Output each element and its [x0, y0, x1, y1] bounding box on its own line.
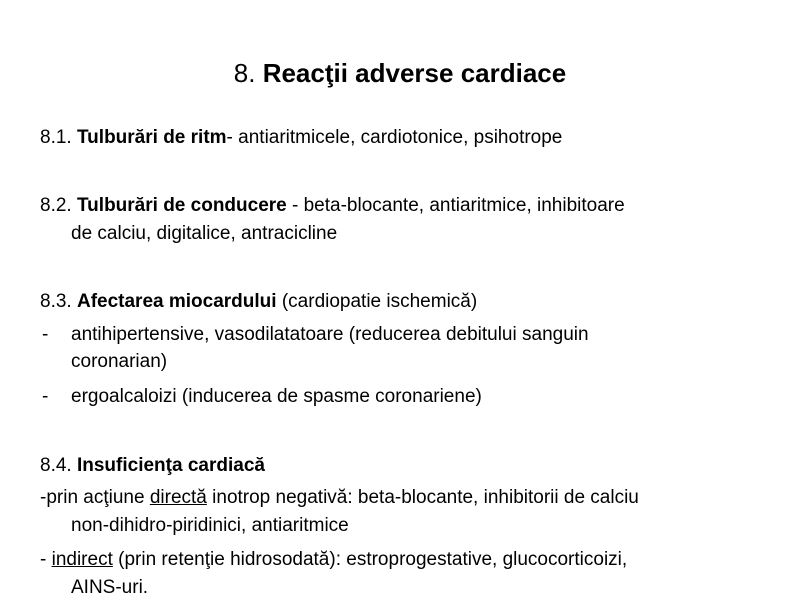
paragraph-indirect-action: [40, 548, 627, 572]
paragraph-direct-action-continuation: non-dihidro-piridinici, antiaritmice: [71, 515, 349, 536]
section-8-2-continuation: de calciu, digitalice, antracicline: [71, 223, 338, 244]
section-number: 8.1.: [40, 127, 72, 148]
underlined-term-directa: directă: [149, 487, 207, 508]
section-text: (cardiopatie ischemică): [276, 291, 478, 312]
section-number: 8.4.: [40, 455, 72, 476]
section-8-2: [40, 194, 625, 218]
paragraph-text: (prin retenţie hidrosodată): estroprogestative, glucocorticoizi,: [112, 549, 628, 570]
paragraph-prefix: -: [40, 549, 52, 570]
section-heading: Insuficienţa cardiacă: [76, 455, 265, 476]
section-number: 8.2.: [40, 195, 72, 216]
section-text: - antiaritmicele, cardiotonice, psihotrope: [226, 127, 563, 148]
section-8-4: [40, 454, 265, 478]
section-8-1: [40, 126, 562, 150]
bullet-dash: -: [42, 324, 49, 345]
title-number: 8.: [233, 58, 256, 88]
bullet-item-antihypertensive: antihipertensive, vasodilatatoare (reducerea debitului sanguin: [71, 324, 589, 345]
paragraph-indirect-action-continuation: AINS-uri.: [71, 577, 149, 598]
title-text: Reacţii adverse cardiace: [262, 58, 567, 88]
paragraph-direct-action: [40, 486, 639, 510]
section-heading: Tulburări de conducere: [76, 195, 287, 216]
section-heading: Afectarea miocardului: [76, 291, 277, 312]
paragraph-text: inotrop negativă: beta-blocante, inhibitorii de calciu: [206, 487, 639, 508]
bullet-item-antihypertensive-continuation: coronarian): [71, 351, 168, 372]
section-text: - beta-blocante, antiaritmice, inhibitoare: [286, 195, 625, 216]
underlined-term-indirect: indirect: [51, 549, 113, 570]
paragraph-prefix: -prin acţiune: [40, 487, 150, 508]
section-8-3: [40, 290, 477, 314]
slide-title: [0, 56, 800, 90]
section-number: 8.3.: [40, 291, 72, 312]
bullet-dash: -: [42, 386, 49, 407]
section-heading: Tulburări de ritm: [76, 127, 227, 148]
bullet-item-ergoalcaloizi: ergoalcaloizi (inducerea de spasme coronariene): [71, 386, 482, 407]
